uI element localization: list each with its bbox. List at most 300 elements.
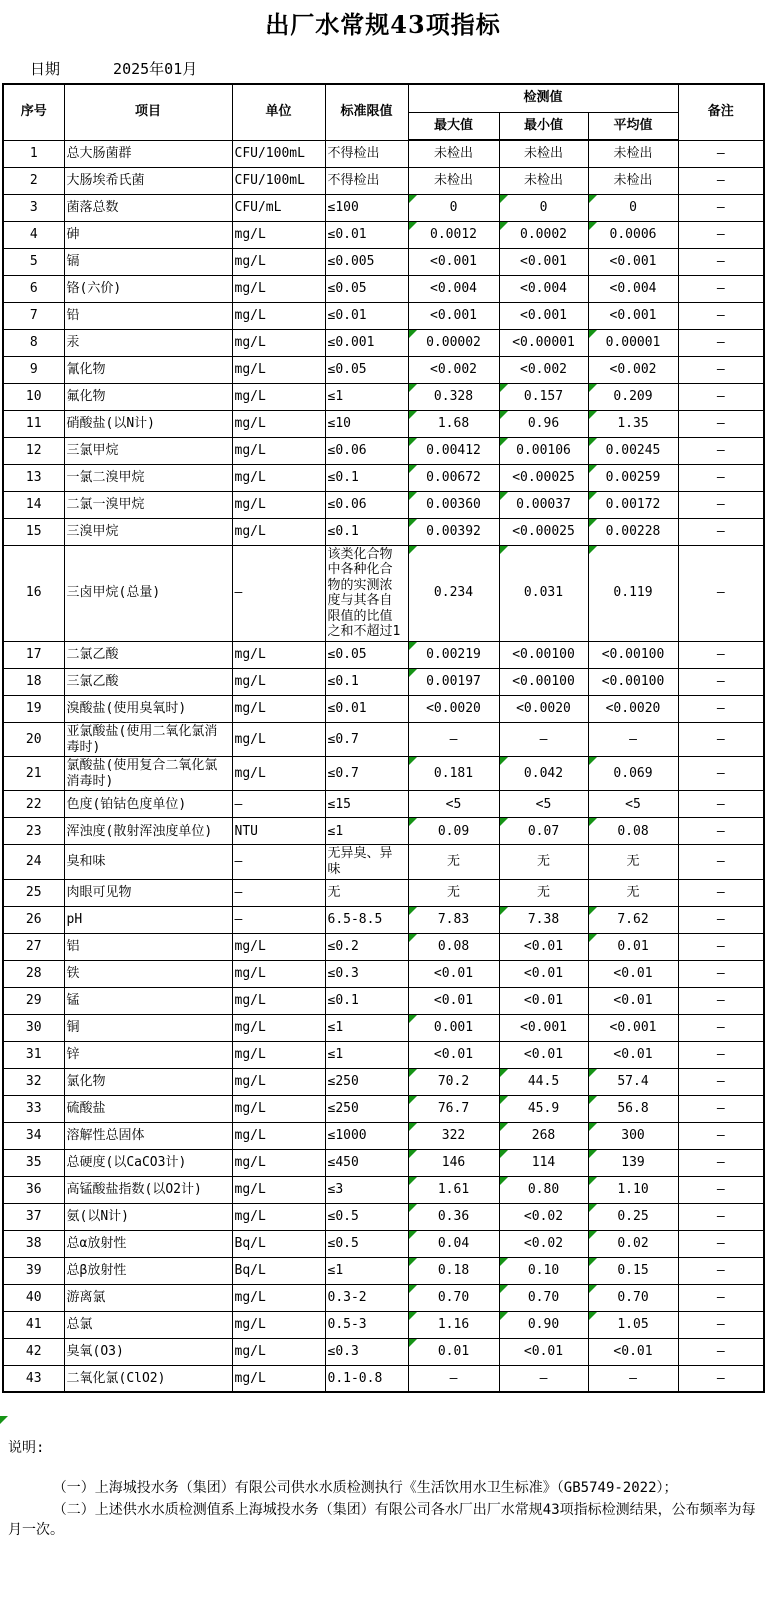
- cell-remark: [678, 669, 764, 696]
- cell-text: <0.00100: [512, 647, 575, 663]
- cell-avg: [588, 194, 678, 221]
- cell-limit: [325, 1284, 408, 1311]
- cell-text: 0.15: [617, 1262, 649, 1278]
- excel-cell-marker-icon: [589, 492, 597, 500]
- cell-remark: [678, 1230, 764, 1257]
- cell-text: 0.36: [437, 1208, 470, 1224]
- cell-text: <0.01: [433, 992, 474, 1008]
- notes-section: [8, 1438, 760, 1541]
- cell-text: pH: [66, 911, 83, 927]
- cell-text: 0.0012: [430, 226, 477, 242]
- cell-text: 溶解性总固体: [66, 1127, 145, 1143]
- cell-text: 0.00672: [426, 469, 481, 485]
- cell-item: [64, 1068, 232, 1095]
- cell-text: 29: [25, 992, 42, 1008]
- cell-text: –: [716, 1073, 725, 1089]
- table-row: [3, 248, 764, 275]
- table-row: [3, 1257, 764, 1284]
- cell-text: 0.00106: [516, 442, 571, 458]
- cell-text: mg/L: [234, 280, 266, 296]
- cell-no: [3, 1176, 64, 1203]
- cell-text: –: [716, 1370, 725, 1386]
- excel-cell-marker-icon: [589, 1150, 597, 1158]
- cell-text: <0.00025: [512, 469, 575, 485]
- cell-max: [408, 275, 499, 302]
- cell-min: [499, 879, 588, 906]
- excel-cell-marker-icon: [409, 492, 417, 500]
- col-header-max: 最大值: [408, 112, 499, 140]
- cell-text: 0.0006: [609, 226, 657, 242]
- cell-limit: [325, 518, 408, 545]
- cell-text: 0.069: [613, 766, 653, 782]
- excel-cell-marker-icon: [409, 642, 417, 650]
- cell-no: [3, 140, 64, 167]
- excel-cell-marker-icon: [500, 384, 508, 392]
- cell-text: 铅: [66, 307, 80, 323]
- cell-text: mg/L: [234, 523, 266, 539]
- excel-cell-marker-icon: [589, 1312, 597, 1320]
- cell-text: ≤1: [327, 1046, 344, 1062]
- cell-text: 33: [25, 1100, 42, 1116]
- cell-text: 汞: [66, 334, 80, 350]
- cell-unit: [232, 383, 325, 410]
- cell-text: <0.001: [520, 1019, 567, 1035]
- cell-unit: [232, 1176, 325, 1203]
- cell-text: <0.001: [609, 1019, 657, 1035]
- cell-text: <0.01: [613, 965, 653, 981]
- excel-cell-marker-icon: [409, 1096, 417, 1104]
- cell-text: 7.83: [437, 911, 470, 927]
- cell-min: [499, 140, 588, 167]
- cell-limit: [325, 1311, 408, 1338]
- cell-no: [3, 791, 64, 818]
- cell-text: 5: [29, 253, 38, 269]
- cell-text: ≤0.7: [327, 766, 359, 782]
- cell-text: 0.00360: [426, 496, 481, 512]
- cell-item: [64, 1365, 232, 1392]
- cell-limit: [325, 275, 408, 302]
- cell-remark: [678, 987, 764, 1014]
- cell-text: 0.3-2: [327, 1289, 367, 1305]
- cell-text: –: [716, 1154, 725, 1170]
- table-row: [3, 757, 764, 791]
- cell-unit: [232, 791, 325, 818]
- cell-max: [408, 933, 499, 960]
- cell-text: 7.62: [617, 911, 649, 927]
- cell-item: [64, 1338, 232, 1365]
- cell-text: 17: [25, 647, 42, 663]
- cell-text: 26: [25, 911, 42, 927]
- cell-remark: [678, 818, 764, 845]
- cell-text: <0.002: [520, 361, 567, 377]
- cell-text: –: [716, 884, 725, 900]
- cell-item: [64, 723, 232, 757]
- cell-text: –: [716, 253, 725, 269]
- cell-text: 0: [449, 199, 458, 215]
- cell-text: 无异臭、异味: [327, 846, 393, 878]
- cell-unit: [232, 1095, 325, 1122]
- cell-text: 大肠埃希氏菌: [66, 172, 145, 188]
- cell-avg: [588, 1122, 678, 1149]
- cell-text: <0.02: [523, 1208, 564, 1224]
- cell-item: [64, 329, 232, 356]
- cell-min: [499, 1014, 588, 1041]
- excel-cell-marker-icon: [589, 438, 597, 446]
- cell-min: [499, 437, 588, 464]
- col-header-detection: 检测值: [408, 84, 678, 112]
- cell-limit: [325, 221, 408, 248]
- cell-text: –: [716, 388, 725, 404]
- cell-item: [64, 1311, 232, 1338]
- cell-text: mg/L: [234, 938, 266, 954]
- cell-text: –: [716, 938, 725, 954]
- cell-text: 未检出: [613, 172, 653, 188]
- cell-limit: [325, 642, 408, 669]
- cell-text: ≤0.001: [327, 334, 375, 350]
- cell-text: mg/L: [234, 415, 266, 431]
- cell-remark: [678, 437, 764, 464]
- cell-text: Bq/L: [234, 1235, 266, 1251]
- cell-max: [408, 1203, 499, 1230]
- cell-text: mg/L: [234, 1100, 266, 1116]
- col-header-remark: 备注: [678, 84, 764, 140]
- cell-text: 0.08: [617, 823, 649, 839]
- excel-cell-marker-icon: [409, 818, 417, 826]
- cell-text: ≤0.5: [327, 1208, 359, 1224]
- cell-unit: [232, 642, 325, 669]
- date-row: [30, 58, 197, 79]
- cell-text: ≤0.05: [327, 361, 367, 377]
- cell-remark: [678, 1014, 764, 1041]
- cell-text: –: [234, 585, 243, 601]
- cell-no: [3, 410, 64, 437]
- cell-avg: [588, 845, 678, 879]
- cell-max: [408, 1068, 499, 1095]
- excel-cell-marker-icon: [589, 1204, 597, 1212]
- table-row: [3, 1014, 764, 1041]
- cell-text: ≤0.01: [327, 701, 367, 717]
- table-row: [3, 1041, 764, 1068]
- cell-max: [408, 329, 499, 356]
- cell-text: –: [539, 1370, 548, 1386]
- cell-text: 0.70: [617, 1289, 649, 1305]
- excel-cell-marker-icon: [500, 546, 508, 554]
- cell-remark: [678, 383, 764, 410]
- cell-text: 0.031: [523, 585, 564, 601]
- excel-cell-marker-icon: [409, 1312, 417, 1320]
- cell-min: [499, 518, 588, 545]
- cell-no: [3, 845, 64, 879]
- cell-no: [3, 723, 64, 757]
- cell-unit: [232, 1068, 325, 1095]
- cell-text: –: [716, 766, 725, 782]
- table-row: [3, 1068, 764, 1095]
- cell-text: mg/L: [234, 469, 266, 485]
- cell-avg: [588, 1014, 678, 1041]
- cell-avg: [588, 1230, 678, 1257]
- cell-avg: [588, 1149, 678, 1176]
- cell-text: ≤0.005: [327, 253, 375, 269]
- cell-text: 34: [25, 1127, 42, 1143]
- cell-text: 14: [25, 496, 42, 512]
- cell-text: –: [716, 442, 725, 458]
- cell-text: –: [716, 585, 725, 601]
- col-header-avg: 平均值: [588, 112, 678, 140]
- cell-text: 9: [29, 361, 38, 377]
- cell-avg: [588, 140, 678, 167]
- cell-item: [64, 410, 232, 437]
- cell-unit: [232, 818, 325, 845]
- cell-text: –: [716, 1181, 725, 1197]
- cell-text: –: [716, 1100, 725, 1116]
- cell-unit: [232, 302, 325, 329]
- excel-cell-marker-icon: [409, 222, 417, 230]
- cell-unit: [232, 464, 325, 491]
- cell-avg: [588, 248, 678, 275]
- cell-remark: [678, 464, 764, 491]
- cell-avg: [588, 960, 678, 987]
- cell-text: 氟化物: [66, 388, 106, 404]
- cell-text: CFU/100mL: [234, 172, 305, 188]
- cell-avg: [588, 410, 678, 437]
- cell-text: mg/L: [234, 496, 266, 512]
- cell-text: –: [716, 1046, 725, 1062]
- cell-text: –: [234, 911, 243, 927]
- cell-unit: [232, 933, 325, 960]
- cell-text: <0.01: [613, 1343, 653, 1359]
- cell-unit: [232, 275, 325, 302]
- cell-text: 24: [25, 854, 42, 870]
- cell-item: [64, 1095, 232, 1122]
- cell-text: 15: [25, 523, 42, 539]
- cell-remark: [678, 1365, 764, 1392]
- cell-avg: [588, 642, 678, 669]
- cell-avg: [588, 167, 678, 194]
- cell-min: [499, 1338, 588, 1365]
- cell-limit: [325, 879, 408, 906]
- excel-cell-marker-icon: [409, 1285, 417, 1293]
- cell-text: 35: [25, 1154, 42, 1170]
- cell-no: [3, 1284, 64, 1311]
- cell-text: ≤0.1: [327, 674, 359, 690]
- table-row: [3, 818, 764, 845]
- cell-text: <0.004: [609, 280, 657, 296]
- cell-text: 1.61: [437, 1181, 470, 1197]
- cell-min: [499, 933, 588, 960]
- excel-cell-marker-icon: [409, 1339, 417, 1347]
- cell-avg: [588, 545, 678, 642]
- excel-cell-marker-icon: [589, 519, 597, 527]
- cell-text: <5: [445, 796, 462, 812]
- cell-min: [499, 987, 588, 1014]
- cell-text: 铜: [66, 1019, 80, 1035]
- cell-item: [64, 696, 232, 723]
- cell-remark: [678, 1311, 764, 1338]
- cell-max: [408, 140, 499, 167]
- table-row: [3, 1122, 764, 1149]
- cell-text: ≤0.3: [327, 1343, 359, 1359]
- cell-min: [499, 1203, 588, 1230]
- cell-max: [408, 464, 499, 491]
- cell-text: mg/L: [234, 334, 266, 350]
- cell-item: [64, 906, 232, 933]
- cell-min: [499, 248, 588, 275]
- cell-item: [64, 933, 232, 960]
- cell-item: [64, 757, 232, 791]
- cell-no: [3, 437, 64, 464]
- excel-cell-marker-icon: [589, 384, 597, 392]
- cell-no: [3, 987, 64, 1014]
- cell-text: mg/L: [234, 731, 266, 747]
- cell-text: 23: [25, 823, 42, 839]
- cell-min: [499, 275, 588, 302]
- cell-text: 27: [25, 938, 42, 954]
- cell-no: [3, 696, 64, 723]
- cell-max: [408, 302, 499, 329]
- cell-limit: [325, 1095, 408, 1122]
- cell-max: [408, 194, 499, 221]
- cell-max: [408, 437, 499, 464]
- cell-unit: [232, 669, 325, 696]
- cell-text: ≤250: [327, 1073, 359, 1089]
- cell-text: 10: [25, 388, 42, 404]
- table-row: [3, 1230, 764, 1257]
- table-row: [3, 302, 764, 329]
- excel-cell-marker-icon: [409, 438, 417, 446]
- cell-text: ≤10: [327, 415, 351, 431]
- table-row: [3, 383, 764, 410]
- cell-no: [3, 329, 64, 356]
- cell-text: 0.90: [527, 1316, 560, 1332]
- cell-limit: [325, 1176, 408, 1203]
- cell-text: 0.80: [527, 1181, 560, 1197]
- cell-no: [3, 221, 64, 248]
- cell-text: 0.18: [437, 1262, 470, 1278]
- cell-text: 57.4: [617, 1073, 649, 1089]
- excel-cell-marker-icon: [409, 934, 417, 942]
- cell-min: [499, 1149, 588, 1176]
- cell-text: <0.00100: [601, 674, 665, 690]
- cell-text: 总β放射性: [66, 1262, 127, 1278]
- cell-min: [499, 1122, 588, 1149]
- cell-no: [3, 1230, 64, 1257]
- cell-text: mg/L: [234, 1289, 266, 1305]
- cell-text: 25: [25, 884, 42, 900]
- cell-text: mg/L: [234, 1181, 266, 1197]
- table-row: [3, 1203, 764, 1230]
- cell-text: 0.02: [617, 1235, 649, 1251]
- cell-min: [499, 167, 588, 194]
- cell-limit: [325, 545, 408, 642]
- cell-unit: [232, 1230, 325, 1257]
- excel-cell-marker-icon: [500, 1258, 508, 1266]
- cell-avg: [588, 791, 678, 818]
- cell-unit: [232, 1257, 325, 1284]
- cell-no: [3, 1041, 64, 1068]
- cell-text: 无: [626, 854, 640, 870]
- cell-text: 300: [621, 1127, 645, 1143]
- cell-remark: [678, 1338, 764, 1365]
- cell-min: [499, 642, 588, 669]
- cell-text: 浑浊度(散射浑浊度单位): [66, 823, 213, 839]
- cell-text: –: [716, 796, 725, 812]
- cell-text: –: [716, 496, 725, 512]
- cell-remark: [678, 194, 764, 221]
- cell-text: ≤0.1: [327, 523, 359, 539]
- cell-unit: [232, 140, 325, 167]
- cell-avg: [588, 723, 678, 757]
- cell-min: [499, 1068, 588, 1095]
- cell-min: [499, 545, 588, 642]
- cell-text: <0.01: [523, 938, 564, 954]
- cell-text: 未检出: [613, 145, 653, 161]
- cell-max: [408, 757, 499, 791]
- cell-min: [499, 1257, 588, 1284]
- cell-text: –: [716, 1316, 725, 1332]
- cell-max: [408, 1338, 499, 1365]
- cell-item: [64, 642, 232, 669]
- cell-text: 3: [29, 199, 38, 215]
- cell-limit: [325, 194, 408, 221]
- cell-remark: [678, 960, 764, 987]
- cell-max: [408, 987, 499, 1014]
- cell-text: 8: [29, 334, 38, 350]
- cell-text: 铁: [66, 965, 80, 981]
- table-row: [3, 221, 764, 248]
- cell-item: [64, 545, 232, 642]
- cell-text: 56.8: [617, 1100, 649, 1116]
- excel-cell-marker-icon: [409, 465, 417, 473]
- cell-max: [408, 545, 499, 642]
- cell-text: 硝酸盐(以N计): [66, 415, 155, 431]
- table-row: [3, 642, 764, 669]
- cell-text: mg/L: [234, 647, 266, 663]
- cell-text: ≤0.01: [327, 226, 367, 242]
- cell-no: [3, 491, 64, 518]
- cell-text: 1.35: [617, 415, 649, 431]
- cell-text: –: [629, 1370, 637, 1386]
- cell-limit: [325, 1203, 408, 1230]
- cell-item: [64, 491, 232, 518]
- cell-text: 未检出: [433, 172, 473, 188]
- cell-text: 12: [25, 442, 42, 458]
- cell-text: <0.002: [430, 361, 477, 377]
- cell-unit: [232, 757, 325, 791]
- cell-avg: [588, 221, 678, 248]
- table-row: [3, 791, 764, 818]
- table-row: [3, 356, 764, 383]
- cell-text: 无: [536, 884, 550, 900]
- cell-item: [64, 194, 232, 221]
- cell-text: mg/L: [234, 1208, 266, 1224]
- cell-text: 36: [25, 1181, 42, 1197]
- cell-remark: [678, 1284, 764, 1311]
- cell-max: [408, 1311, 499, 1338]
- cell-remark: [678, 329, 764, 356]
- cell-text: 不得检出: [327, 145, 380, 161]
- cell-remark: [678, 696, 764, 723]
- cell-remark: [678, 140, 764, 167]
- notes-title: 说明:: [8, 1440, 45, 1456]
- cell-avg: [588, 1338, 678, 1365]
- cell-no: [3, 1095, 64, 1122]
- cell-limit: [325, 491, 408, 518]
- cell-max: [408, 906, 499, 933]
- cell-remark: [678, 791, 764, 818]
- cell-min: [499, 302, 588, 329]
- cell-text: –: [629, 731, 637, 747]
- cell-text: 肉眼可见物: [66, 884, 132, 900]
